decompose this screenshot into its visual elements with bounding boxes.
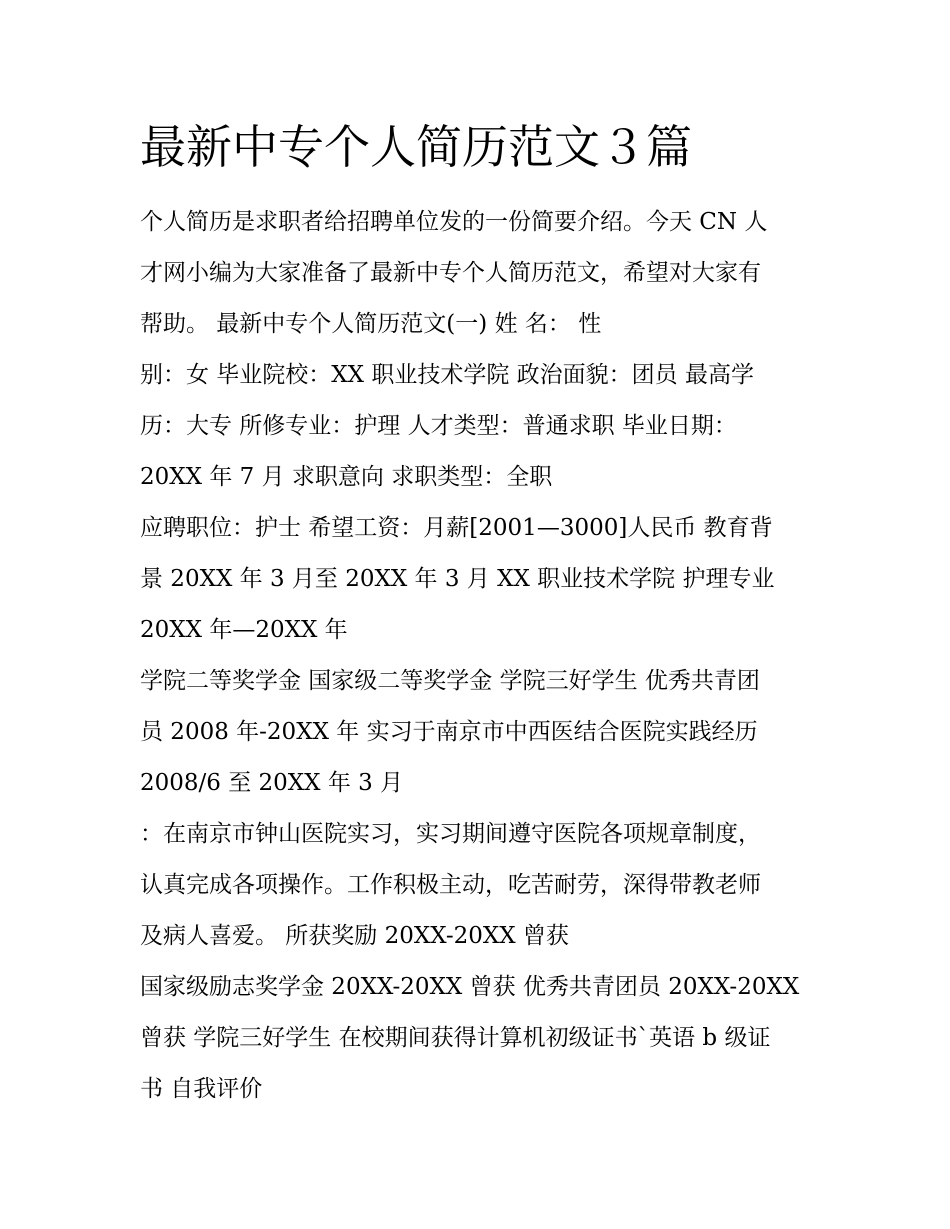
body-line: 认真完成各项操作。工作积极主动，吃苦耐劳，深得带教老师 — [140, 872, 761, 898]
body-line: 学院二等奖学金 国家级二等奖学金 学院三好学生 优秀共青团 — [140, 668, 760, 694]
body-line: 20XX 年 7 月 求职意向 求职类型：全职 — [140, 464, 553, 490]
body-line: 历：大专 所修专业：护理 人才类型：普通求职 毕业日期： — [140, 413, 737, 439]
body-line: 国家级励志奖学金 20XX-20XX 曾获 优秀共青团员 20XX-20XX — [140, 974, 800, 1000]
document-body — [140, 197, 830, 1115]
body-line: 2008/6 至 20XX 年 3 月 — [140, 770, 404, 796]
body-line: 应聘职位：护士 希望工资：月薪[2001—3000]人民币 教育背 — [140, 515, 773, 541]
body-line: 员 2008 年-20XX 年 实习于南京市中西医结合医院实践经历 — [140, 719, 758, 745]
body-line: 个人简历是求职者给招聘单位发的一份简要介绍。今天 CN 人 — [140, 209, 768, 235]
body-line: 曾获 学院三好学生 在校期间获得计算机初级证书`英语 b 级证 — [140, 1025, 771, 1051]
body-line: 别：女 毕业院校：XX 职业技术学院 政治面貌：团员 最高学 — [140, 362, 754, 388]
body-line: 书 自我评价 — [140, 1076, 263, 1102]
body-line: 帮助。 最新中专个人简历范文(一) 姓 名： 性 — [140, 311, 602, 337]
body-line: ：在南京市钟山医院实习，实习期间遵守医院各项规章制度， — [140, 821, 761, 847]
document-title: 最新中专个人简历范文３篇 — [140, 120, 692, 174]
body-line: 景 20XX 年 3 月至 20XX 年 3 月 XX 职业技术学院 护理专业 — [140, 566, 775, 592]
body-line: 20XX 年—20XX 年 — [140, 617, 348, 643]
body-line: 及病人喜爱。 所获奖励 20XX-20XX 曾获 — [140, 923, 569, 949]
body-line: 才网小编为大家准备了最新中专个人简历范文，希望对大家有 — [140, 260, 761, 286]
